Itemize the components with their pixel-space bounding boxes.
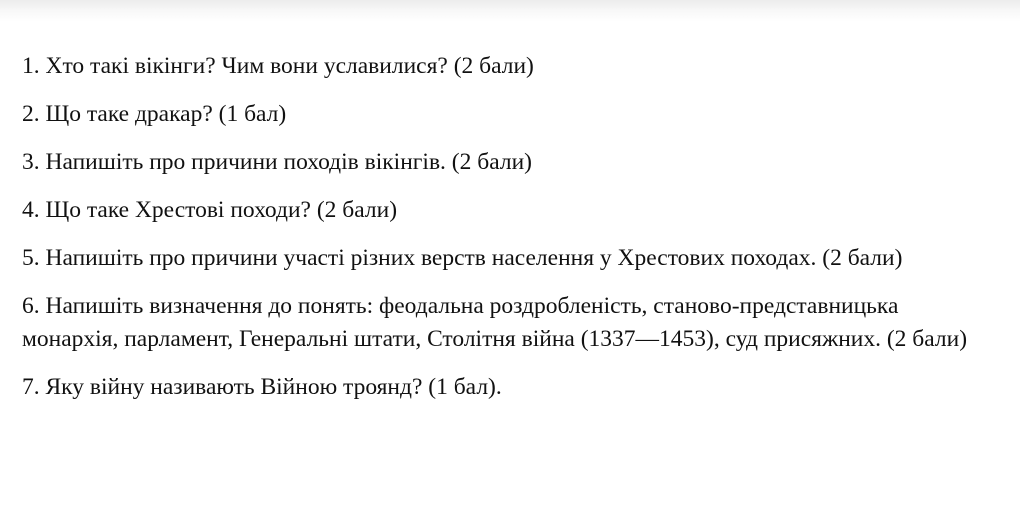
question-5: 5. Напишіть про причини участі різних верств населення у Хрестових походах. (2 бали) [22,245,903,271]
question-3: 3. Напишіть про причини походів вікінгів. (2 бали) [22,149,532,175]
question-4: 4. Що таке Хрестові походи? (2 бали) [22,197,398,223]
question-list [22,50,982,419]
top-shadow [0,0,1020,22]
question-7: 7. Яку війну називають Війною троянд? (1 бал). [22,374,502,400]
question-6: 6. Напишіть визначення до понять: феодальна роздробленість, станово-представницька монархія, парламент, Генеральні штати, Столітня війна (1337—1453), суд присяжних. (2 бали) [22,293,968,352]
question-2: 2. Що таке дракар? (1 бал) [22,101,287,127]
question-1: 1. Хто такі вікінги? Чим вони уславилися? (2 бали) [22,53,534,79]
